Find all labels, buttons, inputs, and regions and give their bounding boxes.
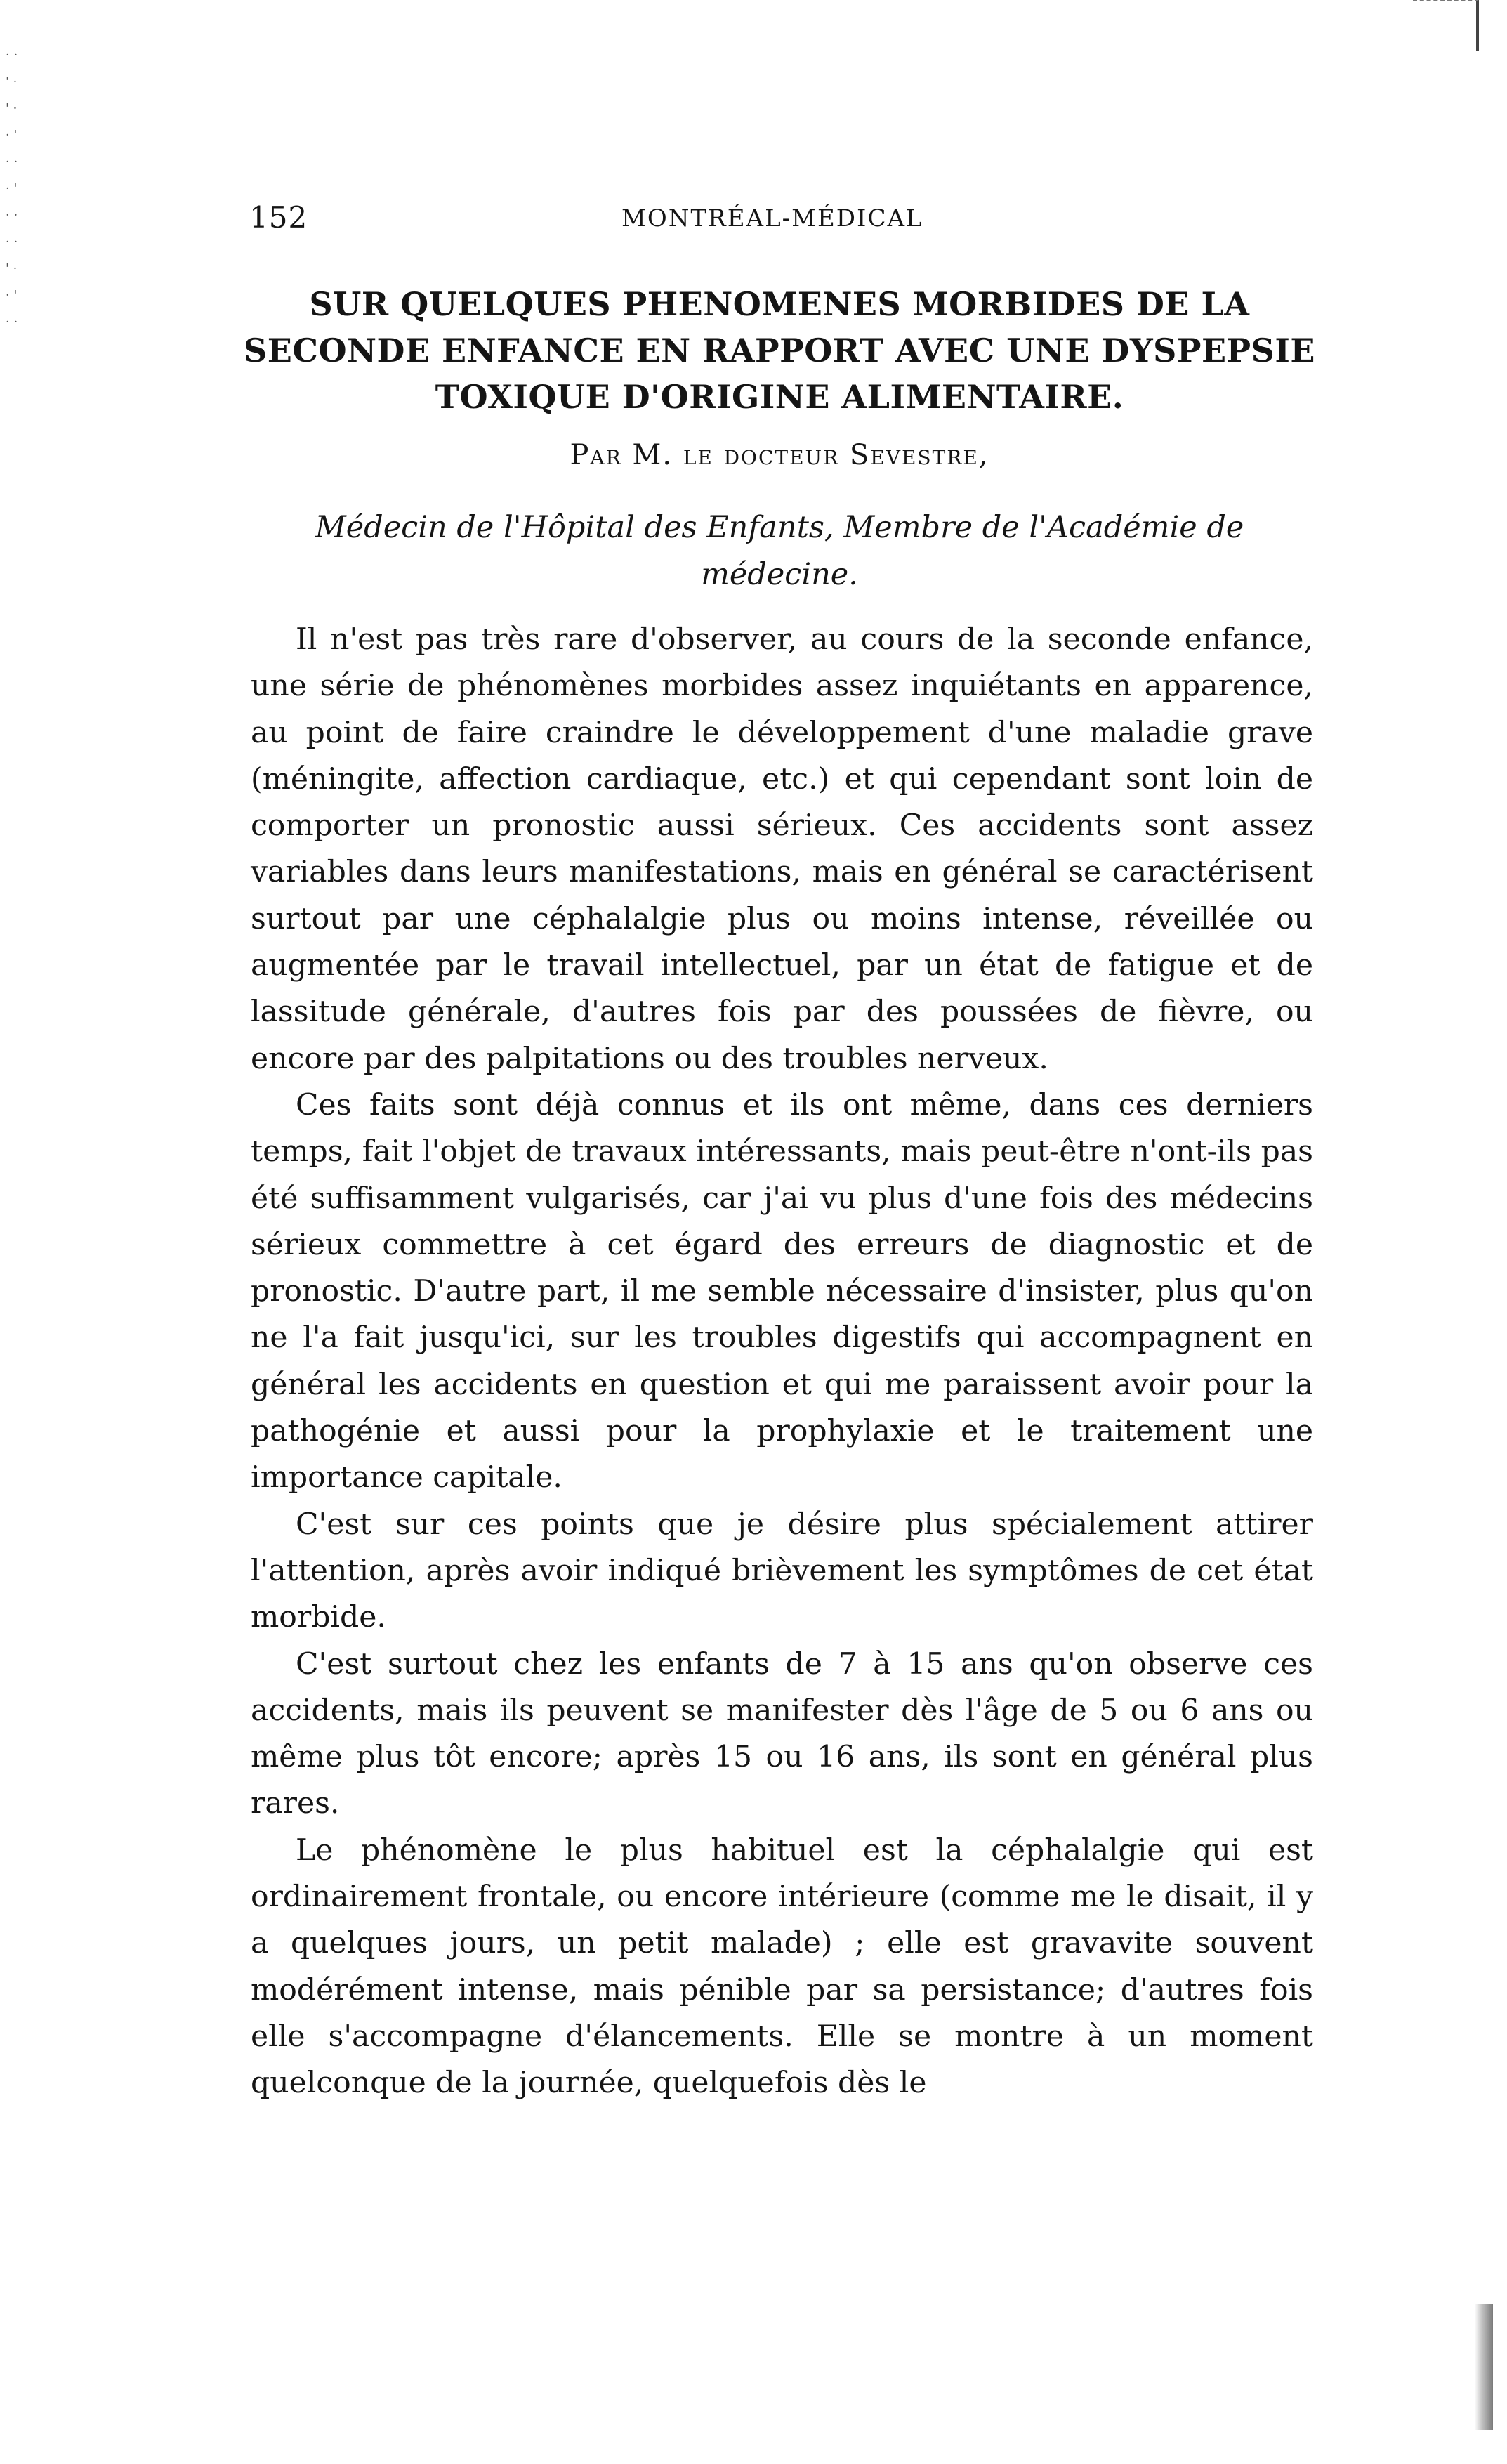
paragraph: Le phénomène le plus habituel est la céphalalgie qui est ordinairement frontale, ou encore intérieure (comme me le disait, il y a quelques jours, un petit malade) ; elle est gravavite souvent modérément intense, mais pénible par sa persistance; d'autres fois elle s'accompagne d'élancements. Elle se montre à un moment quelconque de la journée, quelquefois dès le xyxy=(251,1833,1313,2101)
paragraph: C'est surtout chez les enfants de 7 à 15 ans qu'on observe ces accidents, mais ils peuvent se manifester dès l'âge de 5 ou 6 ans ou même plus tôt encore; après 15 ou 16 ans, ils sont en général plus rares. xyxy=(251,1646,1313,1821)
author-affiliation: Médecin de l'Hôpital des Enfants, Membre de l'Académie de médecine. xyxy=(315,510,1244,592)
article-body xyxy=(251,617,1313,2107)
journal-name: MONTRÉAL-MÉDICAL xyxy=(621,204,923,232)
paragraph: Il n'est pas très rare d'observer, au cours de la seconde enfance, une série de phénomènes morbides assez inquiétants en apparence, au point de faire craindre le développement d'une maladie grave (méningite, affection cardiaque, etc.) et qui cependant sont loin de comporter un pronostic aussi sérieux. Ces accidents sont assez variables dans leurs manifestations, mais en général se caractérisent surtout par une céphalalgie plus ou moins intense, réveillée ou augmentée par le travail intellectuel, par un état de fatigue et de lassitude générale, d'autres fois par des poussées de fièvre, ou encore par des palpitations ou des troubles nerveux. xyxy=(251,622,1313,1076)
article-title: SUR QUELQUES PHENOMENES MORBIDES DE LA SECONDE ENFANCE EN RAPPORT AVEC UNE DYSPEPSIE TOXIQUE D'ORIGINE ALIMENTAIRE. xyxy=(244,285,1315,416)
running-head xyxy=(249,200,1313,242)
paragraph: C'est sur ces points que je désire plus spécialement attirer l'attention, après avoir indiqué brièvement les symptômes de cet état morbide. xyxy=(251,1507,1313,1635)
scan-corner-mark xyxy=(1413,0,1479,51)
binding-edge-shadow xyxy=(1475,2304,1493,2430)
paragraph: Ces faits sont déjà connus et ils ont même, dans ces derniers temps, fait l'objet de travaux intéressants, mais peut-être n'ont-ils pas été suffisamment vulgarisés, car j'ai vu plus d'une fois des médecins sérieux commettre à cet égard des erreurs de diagnostic et de pronostic. D'autre part, il me semble nécessaire d'insister, plus qu'on ne l'a fait jusqu'ici, sur les troubles digestifs qui accompagnent en général les accidents en question et qui me paraissent avoir pour la pathogénie et aussi pour la prophylaxie et le traitement une importance capitale. xyxy=(251,1087,1313,1495)
margin-scan-artifacts: · · ' · ' · · ' · · · ' · · · · ' · · ' · · xyxy=(6,48,18,329)
page-number: 152 xyxy=(249,200,308,235)
author-line: Par M. le docteur Sevestre, xyxy=(570,439,989,471)
